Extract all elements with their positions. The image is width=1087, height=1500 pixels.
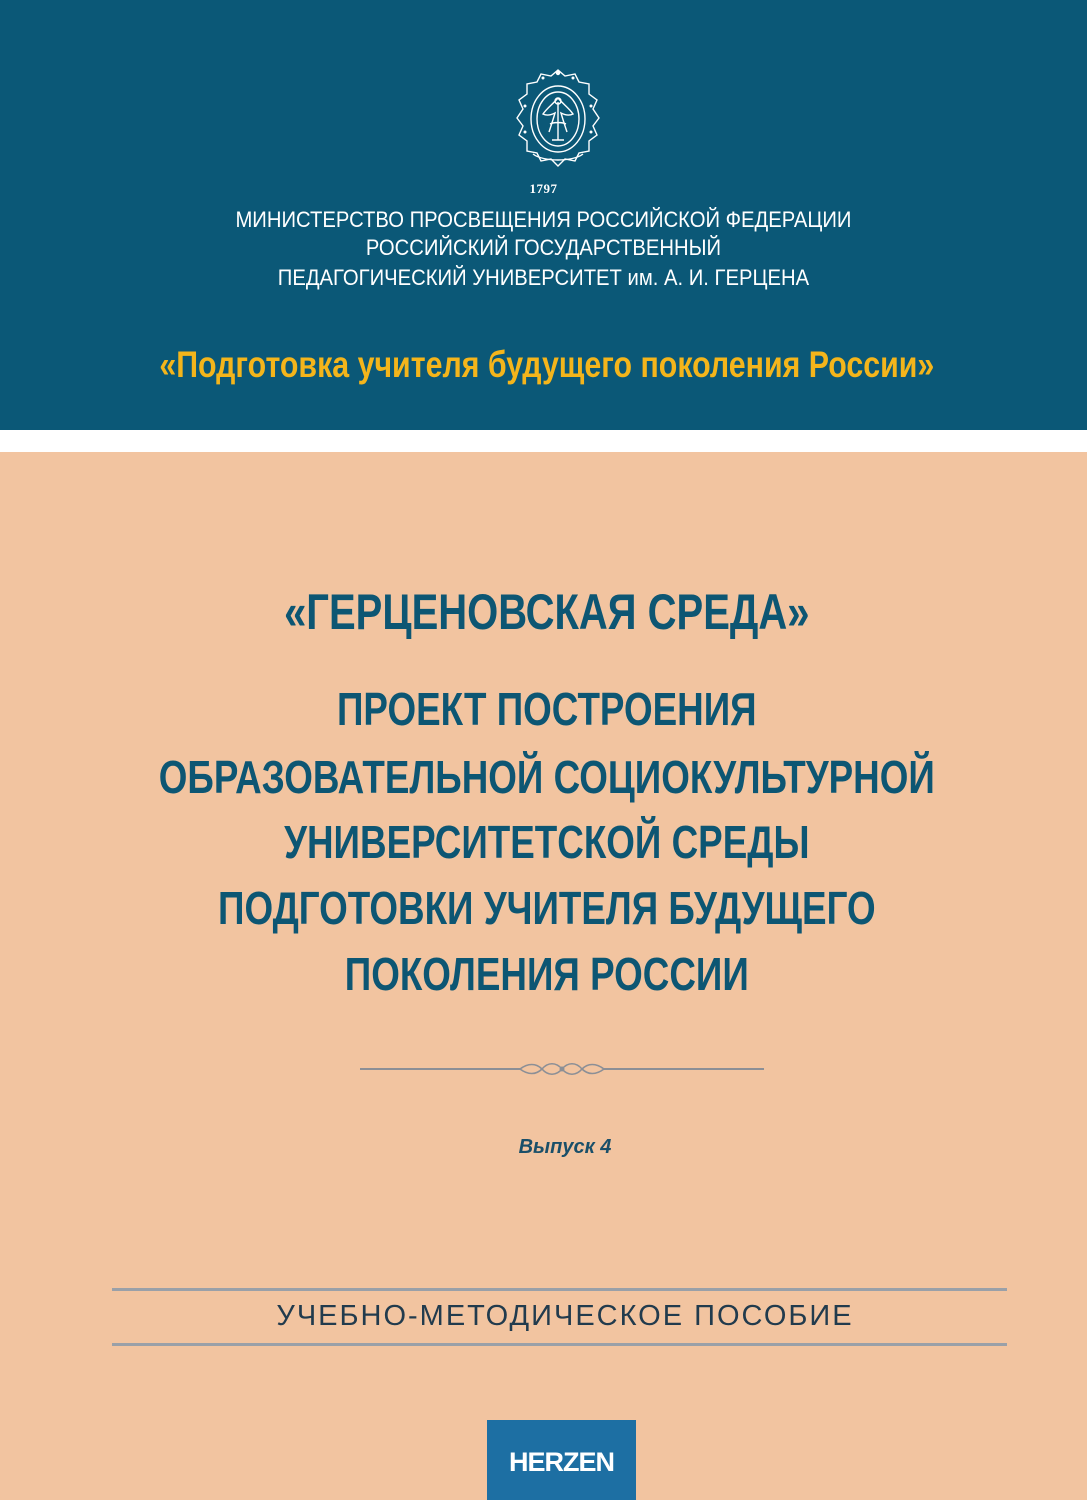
issue-number: Выпуск 4 xyxy=(518,1136,612,1158)
series-title: «Подготовка учителя будущего поколения России» xyxy=(159,344,935,385)
institution-line-university-name: ПЕДАГОГИЧЕСКИЙ УНИВЕРСИТЕТ им. А. И. ГЕРЦЕНА xyxy=(277,265,810,290)
founding-year: 1797 xyxy=(529,181,558,196)
university-seal-icon xyxy=(503,66,613,176)
book-genre: УЧЕБНО-МЕТОДИЧЕСКОЕ ПОСОБИЕ xyxy=(276,1300,854,1332)
institution-line-ministry: МИНИСТЕРСТВО ПРОСВЕЩЕНИЯ РОССИЙСКОЙ ФЕДЕРАЦИИ xyxy=(235,207,852,232)
book-subtitle-line: УНИВЕРСИТЕТСКОЙ СРЕДЫ xyxy=(284,816,810,868)
separator-band xyxy=(0,430,1087,452)
book-subtitle-line: ПРОЕКТ ПОСТРОЕНИЯ xyxy=(336,683,757,735)
book-subtitle-line: ПОДГОТОВКИ УЧИТЕЛЯ БУДУЩЕГО xyxy=(218,882,876,934)
book-title: «ГЕРЦЕНОВСКАЯ СРЕДА» xyxy=(284,584,810,640)
book-subtitle-line: ПОКОЛЕНИЯ РОССИИ xyxy=(344,948,749,1000)
ornament-divider-icon xyxy=(360,1058,764,1080)
genre-rule-bottom xyxy=(112,1343,1007,1346)
header-band xyxy=(0,0,1087,430)
institution-line-university: РОССИЙСКИЙ ГОСУДАРСТВЕННЫЙ xyxy=(365,235,722,260)
publisher-logo xyxy=(487,1420,636,1500)
genre-rule-top xyxy=(112,1288,1007,1291)
publisher-logo-text: HERZEN xyxy=(508,1447,614,1477)
book-subtitle-line: ОБРАЗОВАТЕЛЬНОЙ СОЦИОКУЛЬТУРНОЙ xyxy=(158,751,935,803)
